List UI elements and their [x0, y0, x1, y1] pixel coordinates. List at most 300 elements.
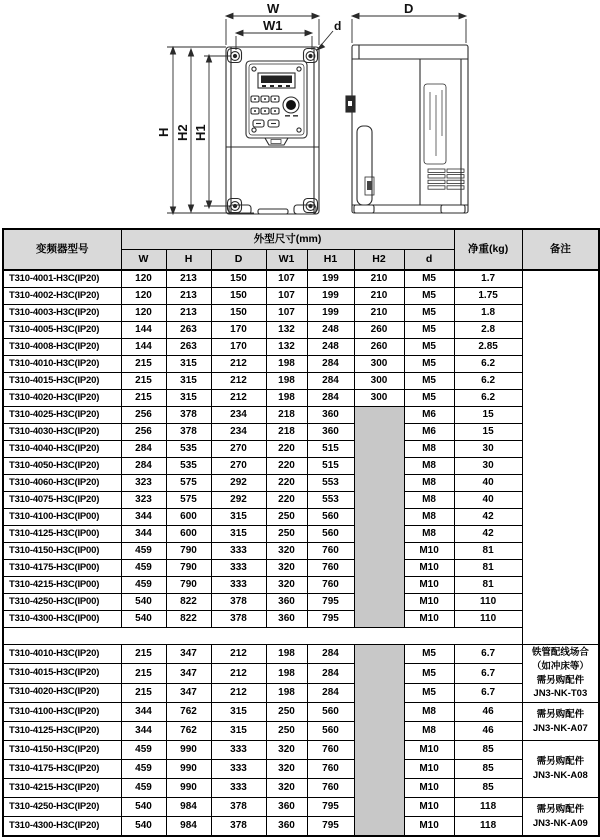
table-cell: 540: [121, 594, 166, 611]
table-cell: 81: [454, 560, 522, 577]
remark-empty-cell: [522, 270, 599, 645]
col-header-dims-group: 外型尺寸(mm): [121, 229, 454, 250]
table-cell: 212: [211, 373, 266, 390]
table-cell: 30: [454, 441, 522, 458]
table-cell: 560: [307, 526, 354, 543]
table-cell: M5: [404, 683, 454, 702]
table-cell: 234: [211, 424, 266, 441]
table-cell: 198: [266, 356, 307, 373]
inverter-outline-drawing: [0, 0, 600, 228]
table-cell: 6.7: [454, 645, 522, 664]
table-cell: 215: [121, 683, 166, 702]
table-cell: M5: [404, 664, 454, 683]
table-cell: M6: [404, 424, 454, 441]
table-cell: M5: [404, 390, 454, 407]
model-cell: T310-4002-H3C(IP20): [3, 288, 121, 305]
shaded-h2-cell: [354, 407, 404, 628]
table-cell: 333: [211, 779, 266, 798]
table-cell: 218: [266, 424, 307, 441]
table-cell: 199: [307, 288, 354, 305]
table-row: [3, 475, 599, 492]
model-cell: T310-4100-H3C(IP00): [3, 509, 121, 526]
table-cell: 1.7: [454, 270, 522, 288]
vent-slots-icon: [428, 169, 464, 189]
side-dimensions: [352, 13, 466, 43]
table-cell: 30: [454, 458, 522, 475]
table-cell: 284: [307, 664, 354, 683]
table-cell: 378: [211, 594, 266, 611]
model-cell: T310-4005-H3C(IP20): [3, 322, 121, 339]
table-cell: 40: [454, 475, 522, 492]
table-row: [3, 760, 599, 779]
table-cell: 284: [307, 373, 354, 390]
table-cell: 553: [307, 492, 354, 509]
table-cell: 315: [166, 373, 211, 390]
col-header-weight: 净重(kg): [454, 229, 522, 270]
dim-label-w1: W1: [263, 18, 283, 33]
table-cell: 120: [121, 305, 166, 322]
table-row: [3, 645, 599, 664]
table-cell: 150: [211, 270, 266, 288]
table-cell: 213: [166, 288, 211, 305]
table-cell: 260: [354, 322, 404, 339]
table-cell: 344: [121, 722, 166, 741]
table-cell: 333: [211, 741, 266, 760]
remark-cell: [522, 703, 599, 741]
table-cell: 15: [454, 424, 522, 441]
table-cell: M8: [404, 458, 454, 475]
model-cell: T310-4010-H3C(IP20): [3, 356, 121, 373]
table-cell: 150: [211, 305, 266, 322]
table-cell: 215: [121, 645, 166, 664]
table-cell: 81: [454, 543, 522, 560]
table-cell: 284: [307, 645, 354, 664]
table-cell: 760: [307, 577, 354, 594]
model-cell: T310-4250-H3C(IP00): [3, 594, 121, 611]
table-cell: M5: [404, 288, 454, 305]
table-cell: 284: [307, 356, 354, 373]
table-cell: M5: [404, 339, 454, 356]
table-cell: 344: [121, 509, 166, 526]
table-cell: M10: [404, 760, 454, 779]
table-cell: 315: [166, 390, 211, 407]
table-cell: 212: [211, 683, 266, 702]
table-cell: 323: [121, 475, 166, 492]
model-cell: T310-4150-H3C(IP00): [3, 543, 121, 560]
table-cell: 459: [121, 577, 166, 594]
table-cell: 212: [211, 664, 266, 683]
remark-cell: [522, 798, 599, 837]
table-cell: 210: [354, 305, 404, 322]
table-cell: 795: [307, 798, 354, 817]
model-cell: T310-4125-H3C(IP00): [3, 526, 121, 543]
table-cell: 107: [266, 270, 307, 288]
table-cell: 40: [454, 492, 522, 509]
table-cell: 144: [121, 322, 166, 339]
table-cell: 320: [266, 779, 307, 798]
table-row: [3, 441, 599, 458]
model-cell: T310-4020-H3C(IP20): [3, 683, 121, 702]
front-view: [226, 47, 319, 214]
seven-segment-display-icon: [258, 73, 295, 88]
table-cell: 540: [121, 817, 166, 837]
table-cell: 120: [121, 270, 166, 288]
model-cell: T310-4003-H3C(IP20): [3, 305, 121, 322]
table-cell: 360: [266, 611, 307, 628]
table-cell: M8: [404, 492, 454, 509]
table-cell: 333: [211, 760, 266, 779]
table-cell: 6.7: [454, 683, 522, 702]
table-cell: 762: [166, 722, 211, 741]
keypad-buttons: [251, 96, 279, 127]
model-cell: T310-4215-H3C(IP00): [3, 577, 121, 594]
table-cell: 1.75: [454, 288, 522, 305]
table-cell: 292: [211, 492, 266, 509]
table-cell: 215: [121, 373, 166, 390]
model-cell: T310-4060-H3C(IP20): [3, 475, 121, 492]
table-cell: 347: [166, 645, 211, 664]
table-cell: 600: [166, 509, 211, 526]
table-cell: 315: [211, 722, 266, 741]
table-header: [3, 229, 599, 270]
table-cell: 300: [354, 390, 404, 407]
model-cell: T310-4020-H3C(IP20): [3, 390, 121, 407]
spec-table: [2, 228, 600, 837]
table-cell: 540: [121, 611, 166, 628]
table-cell: 323: [121, 492, 166, 509]
table-cell: 320: [266, 577, 307, 594]
table-cell: 110: [454, 611, 522, 628]
table-row: [3, 526, 599, 543]
table-cell: M10: [404, 560, 454, 577]
table-cell: 360: [307, 424, 354, 441]
table-cell: 984: [166, 817, 211, 837]
table-cell: 459: [121, 560, 166, 577]
model-cell: T310-4030-H3C(IP20): [3, 424, 121, 441]
model-cell: T310-4075-H3C(IP20): [3, 492, 121, 509]
table-cell: 132: [266, 339, 307, 356]
rating-label-icon: [424, 84, 446, 164]
table-cell: M5: [404, 270, 454, 288]
table-cell: 250: [266, 722, 307, 741]
table-cell: M5: [404, 322, 454, 339]
table-cell: 459: [121, 760, 166, 779]
table-cell: M5: [404, 305, 454, 322]
table-cell: 315: [211, 703, 266, 722]
col-header-w1: W1: [266, 250, 307, 271]
table-cell: 320: [266, 760, 307, 779]
table-cell: 199: [307, 270, 354, 288]
table-cell: 344: [121, 703, 166, 722]
table-cell: 459: [121, 543, 166, 560]
table-cell: M10: [404, 611, 454, 628]
table-cell: 378: [166, 424, 211, 441]
table-cell: 270: [211, 458, 266, 475]
model-cell: T310-4015-H3C(IP20): [3, 664, 121, 683]
table-row: [3, 817, 599, 837]
table-cell: 198: [266, 390, 307, 407]
table-cell: 822: [166, 611, 211, 628]
table-cell: 81: [454, 577, 522, 594]
table-cell: 360: [266, 817, 307, 837]
table-cell: 85: [454, 779, 522, 798]
table-cell: M8: [404, 703, 454, 722]
table-row: [3, 722, 599, 741]
table-cell: 107: [266, 305, 307, 322]
table-row: [3, 509, 599, 526]
table-cell: M8: [404, 509, 454, 526]
table-row: [3, 305, 599, 322]
col-header-h2: H2: [354, 250, 404, 271]
table-cell: 250: [266, 526, 307, 543]
table-cell: 150: [211, 288, 266, 305]
table-cell: 6.2: [454, 390, 522, 407]
col-header-w: W: [121, 250, 166, 271]
table-cell: 459: [121, 779, 166, 798]
table-row: [3, 664, 599, 683]
table-cell: 218: [266, 407, 307, 424]
table-cell: 270: [211, 441, 266, 458]
table-cell: 300: [354, 373, 404, 390]
dim-label-depth: D: [404, 1, 414, 16]
table-cell: 535: [166, 441, 211, 458]
table-row: [3, 594, 599, 611]
table-cell: M10: [404, 543, 454, 560]
table-cell: 213: [166, 270, 211, 288]
table-cell: 110: [454, 594, 522, 611]
table-cell: 790: [166, 577, 211, 594]
table-cell: 2.85: [454, 339, 522, 356]
table-cell: 248: [307, 322, 354, 339]
col-header-h1: H1: [307, 250, 354, 271]
remark-line: JN3-NK-A09: [532, 817, 588, 829]
table-cell: 250: [266, 703, 307, 722]
remark-cell: [522, 645, 599, 703]
side-view: [346, 45, 468, 213]
dimension-drawing: [0, 0, 600, 228]
keypad-panel: [246, 61, 307, 138]
dim-label-h2: H2: [175, 124, 190, 141]
table-cell: 250: [266, 509, 307, 526]
table-cell: 284: [307, 683, 354, 702]
table-row: [3, 611, 599, 628]
table-cell: 575: [166, 492, 211, 509]
model-cell: T310-4125-H3C(IP20): [3, 722, 121, 741]
table-cell: 360: [307, 407, 354, 424]
table-row: [3, 373, 599, 390]
table-cell: 215: [121, 390, 166, 407]
table-cell: 2.8: [454, 322, 522, 339]
dim-label-w: W: [267, 1, 280, 16]
table-cell: M10: [404, 594, 454, 611]
table-cell: 760: [307, 543, 354, 560]
dim-label-h: H: [156, 127, 171, 137]
table-cell: 256: [121, 407, 166, 424]
table-cell: 315: [211, 526, 266, 543]
col-header-screw: d: [404, 250, 454, 271]
table-cell: 220: [266, 441, 307, 458]
connector-tab: [265, 138, 288, 145]
remark-line: JN3-NK-T03: [533, 688, 588, 700]
table-cell: 760: [307, 760, 354, 779]
table-row: [3, 560, 599, 577]
spec-table-body: [3, 270, 599, 836]
table-cell: 760: [307, 560, 354, 577]
table-row: [3, 703, 599, 722]
table-row: [3, 543, 599, 560]
table-row: [3, 424, 599, 441]
table-row: [3, 492, 599, 509]
model-cell: T310-4025-H3C(IP20): [3, 407, 121, 424]
table-cell: M10: [404, 741, 454, 760]
table-cell: 256: [121, 424, 166, 441]
table-cell: 198: [266, 664, 307, 683]
table-cell: 6.2: [454, 373, 522, 390]
table-cell: 790: [166, 543, 211, 560]
table-cell: 170: [211, 322, 266, 339]
table-row: [3, 270, 599, 288]
table-cell: 198: [266, 645, 307, 664]
table-cell: 459: [121, 741, 166, 760]
table-cell: 284: [307, 390, 354, 407]
model-cell: T310-4150-H3C(IP20): [3, 741, 121, 760]
table-cell: M5: [404, 373, 454, 390]
remark-line: 需另购配件: [536, 803, 585, 815]
model-cell: T310-4300-H3C(IP00): [3, 611, 121, 628]
table-row: [3, 390, 599, 407]
table-row: [3, 683, 599, 702]
dim-label-d-hole: d: [334, 19, 342, 33]
table-cell: 215: [121, 664, 166, 683]
table-cell: 320: [266, 543, 307, 560]
table-cell: 320: [266, 741, 307, 760]
table-cell: 284: [121, 441, 166, 458]
table-cell: 320: [266, 560, 307, 577]
table-row: [3, 458, 599, 475]
table-cell: 118: [454, 798, 522, 817]
spacer-row: [3, 628, 599, 645]
table-cell: 333: [211, 543, 266, 560]
table-cell: 210: [354, 288, 404, 305]
table-cell: M6: [404, 407, 454, 424]
col-header-remark: 备注: [522, 229, 599, 270]
table-cell: M5: [404, 645, 454, 664]
col-header-h: H: [166, 250, 211, 271]
model-cell: T310-4215-H3C(IP20): [3, 779, 121, 798]
remark-line: 需另购配件: [536, 708, 585, 720]
table-cell: M10: [404, 577, 454, 594]
table-cell: 378: [211, 817, 266, 837]
table-row: [3, 322, 599, 339]
table-row: [3, 798, 599, 817]
table-cell: 360: [266, 594, 307, 611]
table-row: [3, 577, 599, 594]
table-cell: 46: [454, 722, 522, 741]
model-cell: T310-4300-H3C(IP20): [3, 817, 121, 837]
table-cell: 760: [307, 741, 354, 760]
remark-line: JN3-NK-A07: [532, 722, 588, 734]
table-cell: 46: [454, 703, 522, 722]
table-row: [3, 339, 599, 356]
table-cell: 212: [211, 390, 266, 407]
col-header-d: D: [211, 250, 266, 271]
table-cell: 199: [307, 305, 354, 322]
table-cell: 220: [266, 475, 307, 492]
table-cell: 360: [266, 798, 307, 817]
table-cell: 213: [166, 305, 211, 322]
table-cell: 553: [307, 475, 354, 492]
table-cell: 378: [211, 798, 266, 817]
table-cell: 118: [454, 817, 522, 837]
table-cell: 42: [454, 526, 522, 543]
table-cell: 300: [354, 356, 404, 373]
table-row: [3, 779, 599, 798]
table-cell: 762: [166, 703, 211, 722]
table-row: [3, 356, 599, 373]
remark-line: 铁管配线场合: [531, 647, 589, 658]
table-row: [3, 407, 599, 424]
table-cell: 560: [307, 722, 354, 741]
table-cell: 540: [121, 798, 166, 817]
table-cell: 170: [211, 339, 266, 356]
table-cell: M8: [404, 441, 454, 458]
table-cell: 215: [121, 356, 166, 373]
table-cell: M8: [404, 526, 454, 543]
remark-line: 需另购配件: [536, 756, 585, 768]
remark-line: （如冲床等）: [531, 660, 589, 672]
table-row: [3, 741, 599, 760]
table-cell: 220: [266, 458, 307, 475]
table-cell: 212: [211, 645, 266, 664]
table-cell: 315: [211, 509, 266, 526]
table-cell: 120: [121, 288, 166, 305]
table-cell: 144: [121, 339, 166, 356]
table-cell: 85: [454, 760, 522, 779]
table-cell: 234: [211, 407, 266, 424]
remark-cell: [522, 741, 599, 798]
table-cell: M8: [404, 475, 454, 492]
model-cell: T310-4040-H3C(IP20): [3, 441, 121, 458]
table-cell: 198: [266, 683, 307, 702]
table-cell: 347: [166, 683, 211, 702]
table-cell: 790: [166, 560, 211, 577]
table-cell: 315: [166, 356, 211, 373]
table-cell: 347: [166, 664, 211, 683]
table-cell: 795: [307, 817, 354, 837]
table-cell: 333: [211, 560, 266, 577]
table-cell: M5: [404, 356, 454, 373]
table-cell: 535: [166, 458, 211, 475]
table-cell: 600: [166, 526, 211, 543]
model-cell: T310-4050-H3C(IP20): [3, 458, 121, 475]
table-cell: 15: [454, 407, 522, 424]
table-cell: M10: [404, 817, 454, 837]
table-cell: 760: [307, 779, 354, 798]
table-cell: 378: [211, 611, 266, 628]
table-cell: 210: [354, 270, 404, 288]
table-cell: 984: [166, 798, 211, 817]
table-cell: 263: [166, 339, 211, 356]
table-row: [3, 288, 599, 305]
remark-line: 需另购配件: [536, 674, 585, 686]
table-cell: 260: [354, 339, 404, 356]
table-cell: 1.8: [454, 305, 522, 322]
model-cell: T310-4250-H3C(IP20): [3, 798, 121, 817]
table-cell: 822: [166, 594, 211, 611]
model-cell: T310-4008-H3C(IP20): [3, 339, 121, 356]
model-cell: T310-4100-H3C(IP20): [3, 703, 121, 722]
shaded-h2-cell: [354, 645, 404, 837]
